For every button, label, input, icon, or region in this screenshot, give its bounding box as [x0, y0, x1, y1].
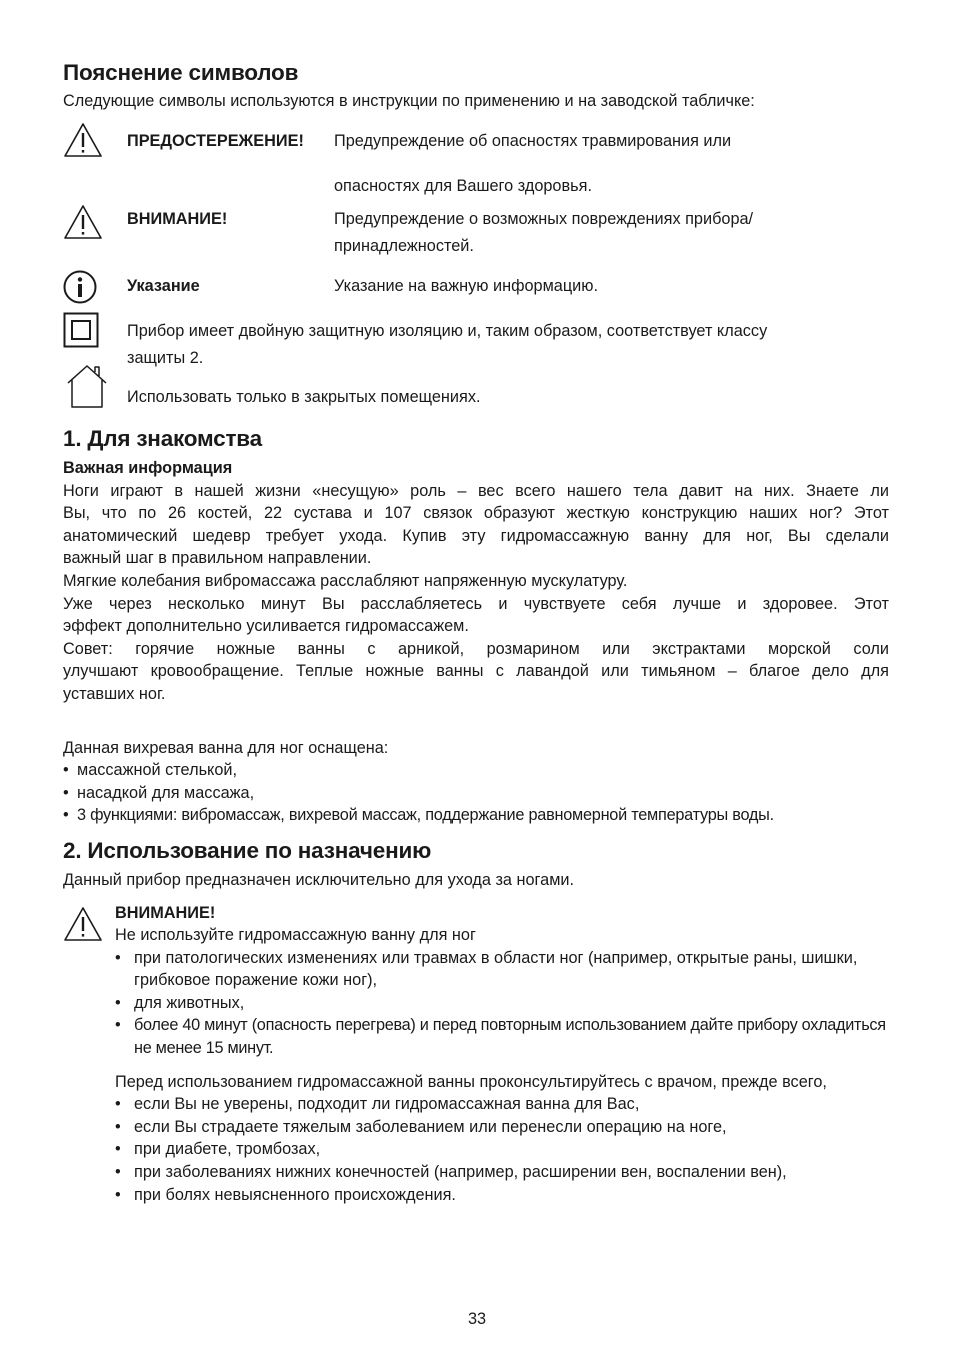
symbol-class2 — [63, 318, 889, 386]
text-line: Вы, что по 26 костей, 22 сустава и 107 связок образуют жесткую конструкцию наших ног? Этот — [63, 504, 889, 523]
class2-text-1: Прибор имеет двойную защитную изоляцию и, таким образом, соответствует классу — [127, 322, 768, 340]
section1-paragraph-3 — [63, 593, 889, 638]
class2-text-2: защиты 2. — [127, 349, 204, 367]
warning-triangle-icon — [63, 122, 103, 167]
list-item: • при заболеваниях нижних конечностей (например, расширении вен, воспалении вен), — [115, 1161, 889, 1184]
text-line: важный шаг в правильном направлении. — [63, 549, 372, 568]
text-line: улучшают кровообращение. Теплые ножные ванны с лавандой или тимьяном – благое дело для — [63, 662, 889, 681]
attention-text-2: принадлежностей. — [334, 237, 474, 255]
list-item: • при патологических изменениях или травмах в области ног (например, открытые раны, шишки, грибковое поражение кожи ног), — [115, 947, 889, 992]
text-line: Ноги играют в нашей жизни «несущую» роль – вес всего нашего тела давит на них. Знаете ли — [63, 481, 889, 500]
danger-label: ПРЕДОСТЕРЕЖЕНИЕ! — [127, 132, 304, 150]
warning-triangle-icon — [63, 906, 103, 947]
consult-intro: Перед использованием гидромассажной ванны проконсультируйтесь с врачом, прежде всего, — [115, 1072, 827, 1091]
list-item: • более 40 минут (опасность перегрева) и перед повторным использованием дайте прибору охладиться не менее 15 минут. — [115, 1014, 889, 1059]
danger-text-2: опасностях для Вашего здоровья. — [334, 177, 592, 195]
note-text: Указание на важную информацию. — [334, 277, 598, 295]
list-item: • при диабете, тромбозах, — [115, 1138, 889, 1161]
house-icon — [63, 361, 111, 418]
text-line: уставших ног. — [63, 684, 166, 703]
attention-text-1: Предупреждение о возможных повреждениях прибора/ — [334, 210, 754, 228]
symbol-note — [63, 272, 889, 318]
list-item: • при болях невыясненного происхождения. — [115, 1184, 889, 1207]
info-icon — [63, 270, 99, 315]
list-item: • массажной стелькой, — [63, 759, 889, 782]
symbol-indoor — [63, 386, 889, 424]
text-line: анатомический шедевр требует ухода. Купив эту гидромассажную ванну для ног, Вы сделали — [63, 526, 889, 545]
text-line: Уже через несколько минут Вы расслабляетесь и чувствуете себя лучше и здоровее. Этот — [63, 594, 889, 613]
list-item: • если Вы страдаете тяжелым заболеванием или перенесли операцию на ноге, — [115, 1116, 889, 1139]
section2-intro: Данный прибор предназначен исключительно для ухода за ногами. — [63, 870, 575, 889]
note-label: Указание — [127, 277, 200, 295]
section1-subtitle: Важная информация — [63, 459, 233, 477]
symbol-danger — [63, 126, 889, 208]
symbol-attention — [63, 208, 889, 272]
section1-title: 1. Для знакомства — [63, 426, 262, 451]
indoor-text: Использовать только в закрытых помещениях. — [127, 388, 481, 406]
usage-warning — [63, 902, 889, 1207]
section2-title: 2. Использование по назначению — [63, 837, 432, 863]
text-line: Совет: горячие ножные ванны с арникой, розмарином или экстрактами морской соли — [63, 639, 889, 658]
list-item: • насадкой для массажа, — [63, 782, 889, 805]
warning-list — [115, 947, 889, 1060]
double-insulation-icon — [63, 312, 99, 357]
consult-list — [115, 1093, 889, 1206]
symbols-intro: Следующие символы используются в инструкции по применению и на заводской табличке: — [63, 92, 755, 110]
text-line: эффект дополнительно усиливается гидромассажем. — [63, 617, 469, 636]
page-number: 33 — [467, 1310, 487, 1328]
warning-triangle-icon — [63, 204, 103, 249]
section1-paragraph-4 — [63, 638, 889, 706]
list-item: • 3 функциями: вибромассаж, вихревой массаж, поддержание равномерной температуры воды. — [63, 804, 889, 827]
attention-label: ВНИМАНИЕ! — [127, 210, 228, 228]
list-item: • для животных, — [115, 992, 889, 1015]
equipment-list — [63, 759, 889, 827]
equipment-intro: Данная вихревая ванна для ног оснащена: — [63, 738, 389, 757]
danger-text-1: Предупреждение об опасностях травмирования или — [334, 132, 732, 150]
section1-paragraph-2: Мягкие колебания вибромассажа расслабляют напряженную мускулатуру. — [63, 571, 628, 590]
list-item: • если Вы не уверены, подходит ли гидромассажная ванна для Вас, — [115, 1093, 889, 1116]
section1-paragraph-1 — [63, 480, 889, 570]
warning-label: ВНИМАНИЕ! — [115, 903, 216, 922]
symbols-title: Пояснение символов — [63, 60, 299, 85]
warning-intro: Не используйте гидромассажную ванну для ног — [115, 926, 476, 945]
